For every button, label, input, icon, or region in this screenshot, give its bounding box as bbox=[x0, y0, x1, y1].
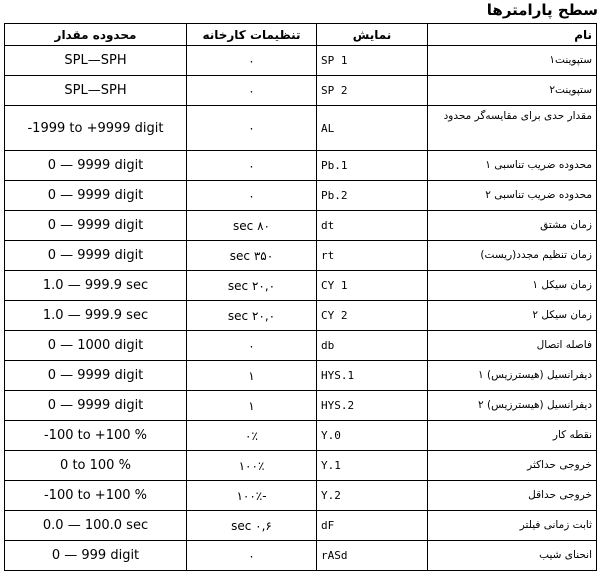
param-range: 0 — 9999 digit bbox=[5, 181, 187, 211]
param-range: SPL—SPH bbox=[5, 76, 187, 106]
header-name: نام bbox=[428, 24, 597, 46]
param-name: مقدار حدی برای مقایسه‌گر محدود bbox=[428, 106, 597, 151]
param-name: خروجی حداقل bbox=[428, 481, 597, 511]
param-range: 0 — 9999 digit bbox=[5, 151, 187, 181]
table-row bbox=[5, 301, 597, 331]
param-display-code: db bbox=[317, 331, 428, 361]
table-row bbox=[5, 481, 597, 511]
param-display-code: CY 1 bbox=[317, 271, 428, 301]
param-range: 1.0 — 999.9 sec bbox=[5, 271, 187, 301]
table-row bbox=[5, 241, 597, 271]
param-range: 0 — 9999 digit bbox=[5, 361, 187, 391]
param-name: نقطه کار bbox=[428, 421, 597, 451]
param-display-code: dF bbox=[317, 511, 428, 541]
param-factory-value: ۸۰ sec bbox=[187, 211, 317, 241]
param-display-code: Y.1 bbox=[317, 451, 428, 481]
param-name: زمان مشتق bbox=[428, 211, 597, 241]
param-display-code: CY 2 bbox=[317, 301, 428, 331]
table-row bbox=[5, 76, 597, 106]
table-header-row bbox=[5, 24, 597, 46]
param-name: ستپوینت۲ bbox=[428, 76, 597, 106]
table-row bbox=[5, 181, 597, 211]
param-range: 1.0 — 999.9 sec bbox=[5, 301, 187, 331]
param-display-code: Pb.1 bbox=[317, 151, 428, 181]
param-display-code: rt bbox=[317, 241, 428, 271]
param-range: -100 to +100 % bbox=[5, 421, 187, 451]
param-factory-value: ۰٪ bbox=[187, 421, 317, 451]
table-row bbox=[5, 511, 597, 541]
param-factory-value: -۱۰۰٪ bbox=[187, 481, 317, 511]
param-factory-value: ۱ bbox=[187, 361, 317, 391]
parameters-table bbox=[4, 23, 597, 571]
param-range: -1999 to +9999 digit bbox=[5, 106, 187, 151]
param-display-code: rASd bbox=[317, 541, 428, 571]
header-value-range: محدوده مقدار bbox=[5, 24, 187, 46]
param-factory-value: ۰ bbox=[187, 46, 317, 76]
header-display: نمایش bbox=[317, 24, 428, 46]
param-display-code: Y.0 bbox=[317, 421, 428, 451]
param-display-code: Pb.2 bbox=[317, 181, 428, 211]
param-name: دیفرانسیل (هیسترزیس) ۲ bbox=[428, 391, 597, 421]
param-display-code: Y.2 bbox=[317, 481, 428, 511]
param-display-code: SP 1 bbox=[317, 46, 428, 76]
param-range: 0 to 100 % bbox=[5, 451, 187, 481]
param-range: 0 — 9999 digit bbox=[5, 211, 187, 241]
table-row bbox=[5, 106, 597, 151]
param-factory-value: ۰ bbox=[187, 151, 317, 181]
param-display-code: AL bbox=[317, 106, 428, 151]
table-row bbox=[5, 151, 597, 181]
param-name: انحنای شیب bbox=[428, 541, 597, 571]
param-factory-value: ۰ bbox=[187, 331, 317, 361]
param-name: ثابت زمانی فیلتر bbox=[428, 511, 597, 541]
param-range: -100 to +100 % bbox=[5, 481, 187, 511]
param-factory-value: ۱۰۰٪ bbox=[187, 451, 317, 481]
param-display-code: HYS.1 bbox=[317, 361, 428, 391]
table-row bbox=[5, 211, 597, 241]
table-row bbox=[5, 46, 597, 76]
table-row bbox=[5, 391, 597, 421]
param-display-code: HYS.2 bbox=[317, 391, 428, 421]
param-factory-value: ۱ bbox=[187, 391, 317, 421]
param-factory-value: ۰,۶ sec bbox=[187, 511, 317, 541]
param-factory-value: ۰ bbox=[187, 106, 317, 151]
param-range: 0 — 1000 digit bbox=[5, 331, 187, 361]
param-factory-value: ۲۰,۰ sec bbox=[187, 271, 317, 301]
param-name: زمان سیکل ۱ bbox=[428, 271, 597, 301]
param-display-code: SP 2 bbox=[317, 76, 428, 106]
table-row bbox=[5, 361, 597, 391]
param-range: 0 — 9999 digit bbox=[5, 241, 187, 271]
param-name: محدوده ضریب تناسبی ۱ bbox=[428, 151, 597, 181]
param-name: زمان تنظیم مجدد(ریست) bbox=[428, 241, 597, 271]
param-factory-value: ۳۵۰ sec bbox=[187, 241, 317, 271]
param-factory-value: ۰ bbox=[187, 181, 317, 211]
param-name: دیفرانسیل (هیسترزیس) ۱ bbox=[428, 361, 597, 391]
param-range: 0 — 9999 digit bbox=[5, 391, 187, 421]
table-row bbox=[5, 271, 597, 301]
table-row bbox=[5, 451, 597, 481]
table-row bbox=[5, 541, 597, 571]
param-range: SPL—SPH bbox=[5, 46, 187, 76]
param-name: محدوده ضریب تناسبی ۲ bbox=[428, 181, 597, 211]
param-factory-value: ۰ bbox=[187, 76, 317, 106]
header-factory-setting: تنظیمات کارخانه bbox=[187, 24, 317, 46]
table-row bbox=[5, 331, 597, 361]
param-range: 0.0 — 100.0 sec bbox=[5, 511, 187, 541]
param-display-code: dt bbox=[317, 211, 428, 241]
param-factory-value: ۲۰,۰ sec bbox=[187, 301, 317, 331]
table-row bbox=[5, 421, 597, 451]
param-range: 0 — 999 digit bbox=[5, 541, 187, 571]
param-factory-value: ۰ bbox=[187, 541, 317, 571]
param-name: زمان سیکل ۲ bbox=[428, 301, 597, 331]
param-name: ستپوینت۱ bbox=[428, 46, 597, 76]
param-name: خروجی حداکثر bbox=[428, 451, 597, 481]
page-title: سطح پارامترها bbox=[486, 1, 598, 19]
param-name: فاصله اتصال bbox=[428, 331, 597, 361]
